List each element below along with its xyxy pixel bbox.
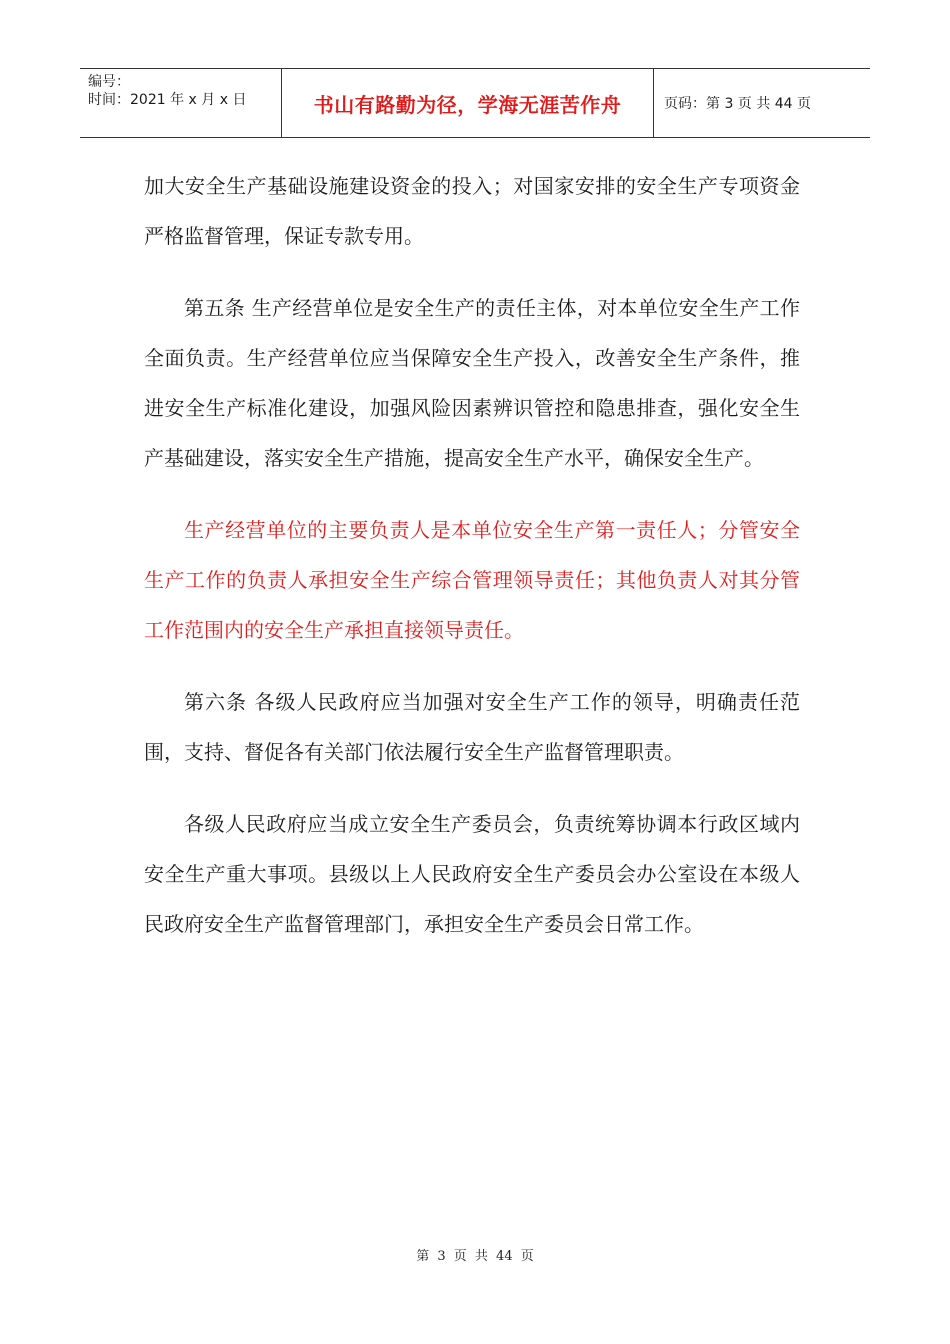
- header-meta: [80, 69, 282, 137]
- header-time-label: 时间：2021 年 x 月 x 日: [88, 92, 247, 108]
- page-footer: 第 3 页 共 44 页: [416, 1249, 534, 1264]
- paragraph-article-6: 第六条 各级人民政府应当加强对安全生产工作的领导，明确责任范围，支持、督促各有关部门依法履行安全生产监督管理职责。: [144, 690, 800, 764]
- document-body: [144, 161, 800, 971]
- paragraph-continuation: 加大安全生产基础设施建设资金的投入；对国家安排的安全生产专项资金严格监督管理，保证专款专用。: [144, 174, 800, 248]
- header-motto: 书山有路勤为径，学海无涯苦作舟: [313, 92, 622, 117]
- header-number-label: 编号：: [88, 74, 130, 90]
- header-page-info: 页码：第 3 页 共 44 页: [664, 96, 811, 112]
- paragraph-safety-committee: 各级人民政府应当成立安全生产委员会，负责统筹协调本行政区域内安全生产重大事项。县级以上人民政府安全生产委员会办公室设在本级人民政府安全生产监督管理部门，承担安全生产委员会日常工作。: [144, 812, 800, 936]
- page-header: [80, 68, 870, 138]
- paragraph-highlighted: 生产经营单位的主要负责人是本单位安全生产第一责任人；分管安全生产工作的负责人承担安全生产综合管理领导责任；其他负责人对其分管工作范围内的安全生产承担直接领导责任。: [144, 518, 800, 642]
- header-motto-cell: [282, 69, 654, 137]
- paragraph-article-5: 第五条 生产经营单位是安全生产的责任主体，对本单位安全生产工作全面负责。生产经营单位应当保障安全生产投入，改善安全生产条件，推进安全生产标准化建设，加强风险因素辨识管控和隐患排查，强化安全生产基础建设，落实安全生产措施，提高安全生产水平，确保安全生产。: [144, 296, 800, 470]
